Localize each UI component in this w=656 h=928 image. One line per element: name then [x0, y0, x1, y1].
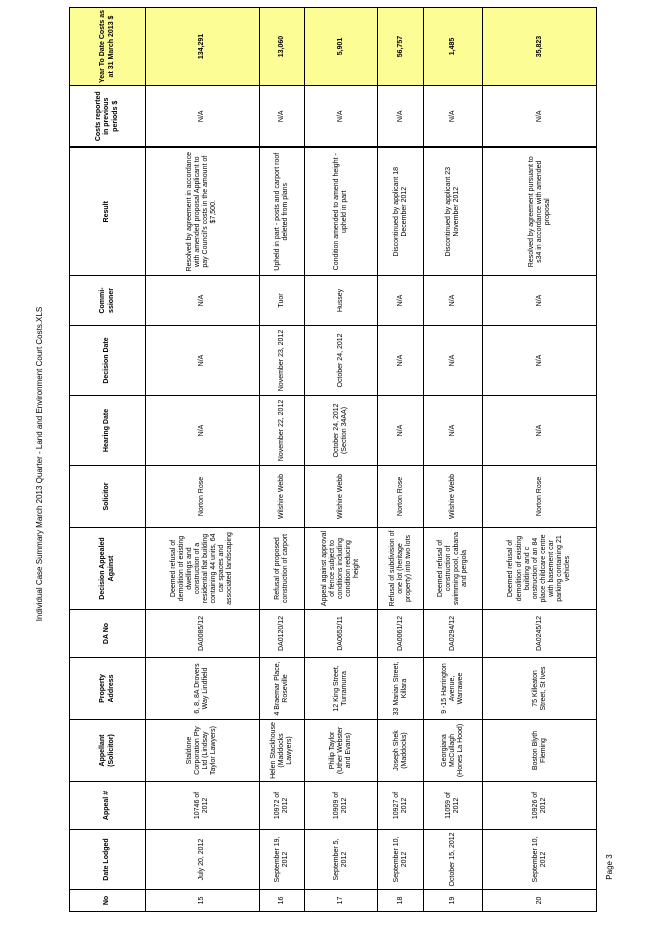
cell-date-lodged: October 15, 2012 — [424, 830, 483, 890]
cell-commissioner: N/A — [424, 276, 483, 326]
cell-prev-costs: N/A — [378, 86, 424, 148]
cell-da-no: DA0652/11 — [305, 610, 378, 658]
cell-address: 6, 8, 8A Drovers Way Lindfield — [146, 658, 260, 720]
document-title: Individual Case Summary March 2013 Quarter - Land and Environment Court Costs.XLS — [35, 306, 44, 622]
col-header-commissioner: Commi-ssioner — [70, 276, 146, 326]
cell-address: 33 Marian Street, Killara — [378, 658, 424, 720]
cell-appeal: 11059 of 2012 — [424, 782, 483, 830]
col-header-no: No — [70, 890, 146, 912]
cell-decision-date: N/A — [378, 326, 424, 396]
cell-decision-appealed: Refusal of subdivision of one lot (heritage property) into two lots — [378, 528, 424, 610]
cell-appellant: Philip Taylor (Uther Webster and Evans) — [305, 720, 378, 782]
cell-ytd-costs: 5,901 — [305, 8, 378, 86]
cell-date-lodged: September 10, 2012 — [483, 830, 597, 890]
cell-solicitor: Wilshire Webb — [424, 466, 483, 528]
cell-decision-date: N/A — [424, 326, 483, 396]
table-row — [424, 8, 483, 912]
col-header-prev-costs: Costs reported in previous periods $ — [70, 86, 146, 148]
cell-hearing-date: N/A — [146, 396, 260, 466]
cell-prev-costs: N/A — [146, 86, 260, 148]
col-header-decision-appealed: Decision Appealed Against — [70, 528, 146, 610]
cell-decision-appealed: Appeal against approval of fence subject to conditions including condition reducing height — [305, 528, 378, 610]
cell-ytd-costs: 1,485 — [424, 8, 483, 86]
cell-ytd-costs: 13,060 — [259, 8, 305, 86]
cell-prev-costs: N/A — [259, 86, 305, 148]
cell-hearing-date: N/A — [378, 396, 424, 466]
cell-decision-appealed: Refusal of proposed construction of carport — [259, 528, 305, 610]
cell-address: 75 Killeaton Street, St Ives — [483, 658, 597, 720]
cell-commissioner: N/A — [146, 276, 260, 326]
cell-address: 4 Braemar Place, Roseville — [259, 658, 305, 720]
cell-no: 17 — [305, 890, 378, 912]
cell-commissioner: N/A — [378, 276, 424, 326]
cell-decision-appealed: Deemed refusal of demolition of existing dwellings and construction of a residential flat building containing 44 units, 64 car spaces and associated landscaping — [146, 528, 260, 610]
table-row — [305, 8, 378, 912]
cell-address: 9 -15 Harrington Avenue, Warrawee — [424, 658, 483, 720]
cell-prev-costs: N/A — [483, 86, 597, 148]
col-header-hearing-date: Hearing Date — [70, 396, 146, 466]
cell-hearing-date: N/A — [424, 396, 483, 466]
cell-commissioner: N/A — [483, 276, 597, 326]
case-summary-table — [69, 7, 597, 912]
col-header-solicitor: Solicitor — [70, 466, 146, 528]
cell-appeal: 10972 of 2012 — [259, 782, 305, 830]
cell-date-lodged: September 10, 2012 — [378, 830, 424, 890]
case-summary-table-wrapper — [69, 9, 597, 912]
cell-appeal: 10909 of 2012 — [305, 782, 378, 830]
cell-no: 19 — [424, 890, 483, 912]
cell-result: Resolved by agreement pursuant to s34 in accordance with amended proposal — [483, 148, 597, 276]
cell-result: Condition amended to amend height - upheld in part — [305, 148, 378, 276]
cell-solicitor: Norton Rose — [483, 466, 597, 528]
table-row — [483, 8, 597, 912]
cell-ytd-costs: 35,823 — [483, 8, 597, 86]
cell-decision-date: November 23, 2012 — [259, 326, 305, 396]
cell-hearing-date: November 22, 2012 — [259, 396, 305, 466]
cell-da-no: DA0245/12 — [483, 610, 597, 658]
cell-date-lodged: September 5, 2012 — [305, 830, 378, 890]
col-header-decision-date: Decision Date — [70, 326, 146, 396]
cell-date-lodged: September 19, 2012 — [259, 830, 305, 890]
col-header-result: Result — [70, 148, 146, 276]
col-header-ytd-costs: Year To Date Costs as at 31 March 2013 $ — [70, 8, 146, 86]
col-header-date-lodged: Date Lodged — [70, 830, 146, 890]
cell-appellant: Georgiana McCullagh (Hones La Hood) — [424, 720, 483, 782]
cell-no: 20 — [483, 890, 597, 912]
cell-da-no: DA0061/12 — [378, 610, 424, 658]
cell-result: Discontinued by applicant 18 December 2012 — [378, 148, 424, 276]
cell-appellant: Boston Blyth Fleming — [483, 720, 597, 782]
col-header-property-address: Property Address — [70, 658, 146, 720]
table-row — [259, 8, 305, 912]
cell-appeal: 10746 of 2012 — [146, 782, 260, 830]
cell-solicitor: Norton Rose — [146, 466, 260, 528]
cell-result: Discontinued by applicant 23 November 2012 — [424, 148, 483, 276]
col-header-da-no: DA No — [70, 610, 146, 658]
cell-decision-appealed: Deemed refusal of construction of swimming pool, cabana and pergola — [424, 528, 483, 610]
cell-ytd-costs: 56,757 — [378, 8, 424, 86]
cell-no: 15 — [146, 890, 260, 912]
col-header-appellant: Appellant (Solicitor) — [70, 720, 146, 782]
cell-decision-date: N/A — [146, 326, 260, 396]
cell-appeal: 10927 of 2012 — [378, 782, 424, 830]
cell-result: Upheld in part - posts and carport roof deleted from plans — [259, 148, 305, 276]
cell-commissioner: Hussey — [305, 276, 378, 326]
cell-solicitor: Wilshire Webb — [259, 466, 305, 528]
table-row — [146, 8, 260, 912]
cell-commissioner: Tuor — [259, 276, 305, 326]
cell-da-no: DA0120/12 — [259, 610, 305, 658]
cell-date-lodged: July 20, 2012 — [146, 830, 260, 890]
cell-appellant: Joseph Shek (Maddocks) — [378, 720, 424, 782]
cell-decision-date: N/A — [483, 326, 597, 396]
cell-no: 18 — [378, 890, 424, 912]
cell-ytd-costs: 134,291 — [146, 8, 260, 86]
table-row — [378, 8, 424, 912]
cell-appellant: Helen Stackhouse (Maddocks Lawyers) — [259, 720, 305, 782]
cell-no: 16 — [259, 890, 305, 912]
cell-appeal: 10926 of 2012 — [483, 782, 597, 830]
cell-solicitor: Wilshire Webb — [305, 466, 378, 528]
cell-hearing-date: October 24, 2012 (Section 34AA) — [305, 396, 378, 466]
cell-result: Resolved by agreement in accordance with amended proposal Applicant to pay Council's costs in the amount of $7,500. — [146, 148, 260, 276]
cell-da-no: DA0294/12 — [424, 610, 483, 658]
cell-decision-appealed: Deemed refusal of demolition of existing building and c onstruction of an 84 place childcare centre with basement car parking containing 21 vehicles — [483, 528, 597, 610]
col-header-appeal: Appeal # — [70, 782, 146, 830]
cell-appellant: Staldone Corporation Pty Ltd (Lindsay Taylor Lawyers) — [146, 720, 260, 782]
cell-da-no: DA0085/12 — [146, 610, 260, 658]
cell-hearing-date: N/A — [483, 396, 597, 466]
cell-decision-date: October 24, 2012 — [305, 326, 378, 396]
cell-prev-costs: N/A — [305, 86, 378, 148]
cell-address: 12 King Street, Turramurra — [305, 658, 378, 720]
cell-prev-costs: N/A — [424, 86, 483, 148]
header-row — [70, 8, 146, 912]
page-number: Page 3 — [605, 854, 614, 880]
cell-solicitor: Norton Rose — [378, 466, 424, 528]
